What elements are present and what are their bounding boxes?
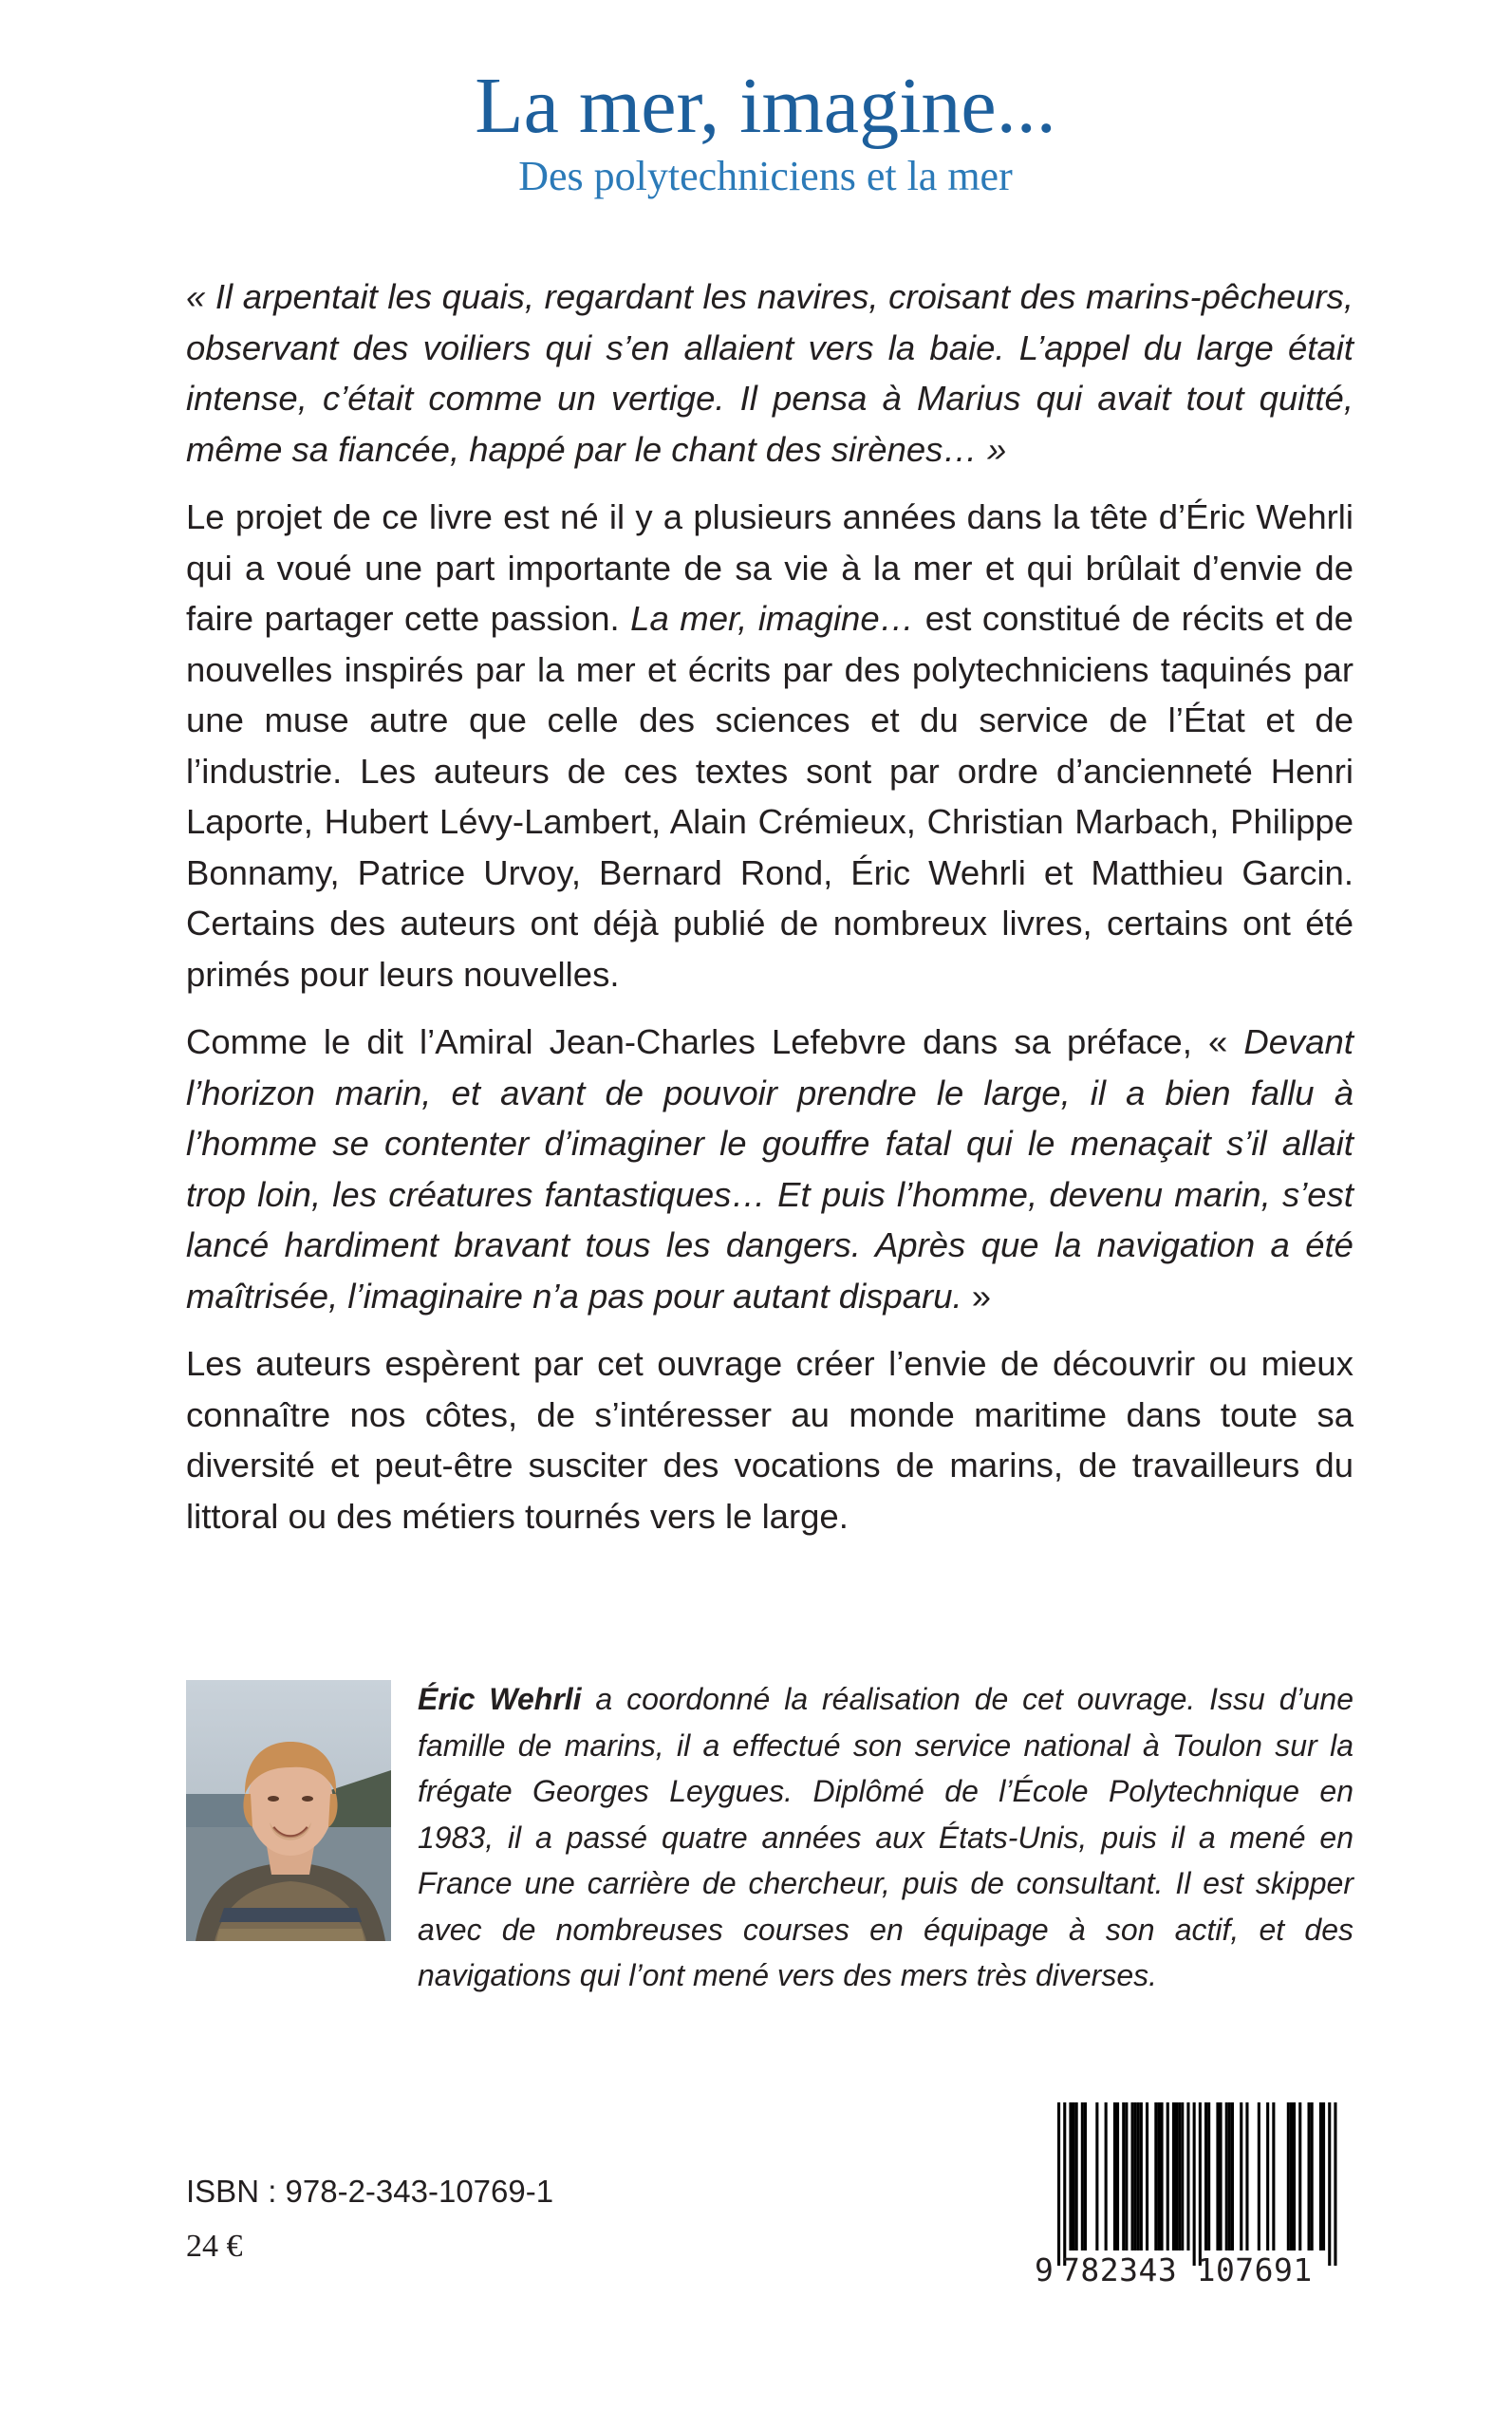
- barcode-bar: [1290, 2102, 1293, 2250]
- paragraph-hopes: Les auteurs espèrent par cet ouvrage créer l’envie de découvrir ou mieux connaître nos côtes, de s’intéresser au monde maritime dans toute sa diversité et peut-être susciter des vocations de marins, de travailleurs du littoral ou des métiers tournés vers le large.: [186, 1344, 1353, 1536]
- author-name: Éric Wehrli: [418, 1682, 582, 1716]
- paragraph-preface-end: »: [961, 1276, 992, 1316]
- barcode-bar: [1311, 2102, 1314, 2250]
- barcode-bar: [1146, 2102, 1148, 2250]
- barcode-bar: [1186, 2102, 1189, 2250]
- barcode-bar: [1204, 2102, 1207, 2250]
- preface-quote: Devant l’horizon marin, et avant de pouvoir prendre le large, il a bien fallu à l’homme se contenter d’imaginer le gouffre fatal qui le menaçait s’il allait trop loin, les créatures fantastiques… Et puis l’homme, devenu marin, s’est lancé hardiment bravant tous les dangers. Après que la navigation a été maîtrisée, l’imaginaire n’a pas pour autant disparu.: [186, 1022, 1353, 1316]
- opening-quote: « Il arpentait les quais, regardant les navires, croisant des marins-pêcheurs, observant des voiliers qui s’en allaient vers la baie. L’appel du large était intense, c’était comme un vertige. Il pensa à Marius qui avait tout quitté, même sa fiancée, happé par le chant des sirènes… »: [186, 277, 1353, 469]
- blurb: [186, 271, 1353, 1559]
- barcode-bar: [1181, 2102, 1184, 2250]
- barcode-bar: [1161, 2102, 1164, 2250]
- barcode-bar: [1081, 2102, 1084, 2250]
- barcode-bar: [1298, 2102, 1301, 2250]
- barcode-bar: [1328, 2102, 1331, 2266]
- barcode-bar: [1122, 2102, 1125, 2250]
- barcode-bar: [1178, 2102, 1181, 2250]
- author-photo: [186, 1680, 391, 1941]
- book-subtitle: Des polytechniciens et la mer: [518, 153, 1013, 199]
- barcode-bar: [1057, 2102, 1060, 2266]
- barcode-bar: [1113, 2102, 1116, 2250]
- barcode-bar: [1073, 2102, 1075, 2250]
- barcode-bar: [1319, 2102, 1322, 2250]
- author-portrait-image: [186, 1680, 391, 1941]
- barcode-bar: [1084, 2102, 1087, 2250]
- barcode-bar: [1116, 2102, 1119, 2250]
- author-bio-text: a coordonné la réalisation de cet ouvrage. Issu d’une famille de marins, il a effectué son service national à Toulon sur la frégate Georges Leygues. Diplômé de l’École Polytechnique en 1983, il a passé quatre années aux États-Unis, puis il a mené en France une carrière de chercheur, puis de consultant. Il est skipper avec de nombreuses courses en équipage à son actif, et des navigations qui l’ont mené vers des mers très diverses.: [418, 1682, 1354, 1992]
- barcode-bar: [1105, 2102, 1108, 2250]
- book-title: La mer, imagine...: [475, 62, 1056, 150]
- barcode-bar: [1334, 2102, 1336, 2266]
- paragraph-preface-start: Comme le dit l’Amiral Jean-Charles Lefebvre dans sa préface, «: [186, 1022, 1244, 1061]
- price: 24 €: [186, 2229, 243, 2264]
- barcode-bar: [1199, 2102, 1202, 2266]
- barcode-bar: [1175, 2102, 1178, 2250]
- book-title-inline: La mer, imagine…: [630, 599, 915, 638]
- barcode-bars: [1035, 2102, 1357, 2266]
- barcode-bar: [1154, 2102, 1157, 2250]
- author-bio: [418, 1676, 1353, 1999]
- paragraph-project: [186, 492, 1353, 999]
- barcode-bar: [1216, 2102, 1219, 2250]
- barcode-bar: [1069, 2102, 1072, 2250]
- barcode-bar: [1266, 2102, 1269, 2250]
- barcode-bar: [1193, 2102, 1196, 2266]
- barcode-digits-rest: 782343 107691: [1061, 2251, 1313, 2288]
- barcode: [1035, 2102, 1357, 2292]
- barcode-bar: [1137, 2102, 1140, 2250]
- barcode-bar: [1293, 2102, 1296, 2250]
- barcode-bar: [1240, 2102, 1242, 2250]
- barcode-bar: [1308, 2102, 1311, 2250]
- paragraph-preface: [186, 1017, 1353, 1321]
- barcode-bar: [1225, 2102, 1228, 2250]
- barcode-bar: [1272, 2102, 1275, 2250]
- barcode-bar: [1172, 2102, 1175, 2250]
- barcode-bar: [1220, 2102, 1223, 2250]
- barcode-bar: [1231, 2102, 1234, 2250]
- barcode-bar: [1075, 2102, 1078, 2250]
- barcode-bar: [1125, 2102, 1128, 2250]
- barcode-bar: [1131, 2102, 1134, 2250]
- barcode-bar: [1258, 2102, 1260, 2250]
- barcode-bar: [1140, 2102, 1143, 2250]
- barcode-bar: [1095, 2102, 1098, 2250]
- barcode-bar: [1228, 2102, 1231, 2250]
- cover-header: [0, 62, 1512, 199]
- isbn: ISBN : 978-2-343-10769-1: [186, 2174, 554, 2209]
- barcode-digit-first: 9: [1035, 2251, 1055, 2288]
- barcode-bar: [1207, 2102, 1210, 2250]
- barcode-bar: [1063, 2102, 1066, 2266]
- barcode-bar: [1322, 2102, 1325, 2250]
- paragraph-project-end: est constitué de récits et de nouvelles inspirés par la mer et écrits par des polytechniciens taquinés par une muse autre que celle des sciences et du service de l’État et de l’industrie. Les auteurs de ces textes sont par ordre d’ancienneté Henri Laporte, Hubert Lévy-Lambert, Alain Crémieux, Christian Marbach, Philippe Bonnamy, Patrice Urvoy, Bernard Rond, Éric Wehrli et Matthieu Garcin. Certains des auteurs ont déjà publié de nombreux livres, certains ont été primés pour leurs nouvelles.: [186, 599, 1353, 994]
- barcode-bar: [1167, 2102, 1169, 2250]
- barcode-bar: [1157, 2102, 1160, 2250]
- paragraph-project-start: Le projet de ce livre est né il y a plusieurs années dans la tête d’Éric Wehrli qui a voué une part importante de sa vie à la mer et qui brûlait d’envie de faire partager cette passion.: [186, 497, 1353, 638]
- barcode-bar: [1287, 2102, 1290, 2250]
- barcode-bar: [1134, 2102, 1137, 2250]
- barcode-bar: [1245, 2102, 1248, 2250]
